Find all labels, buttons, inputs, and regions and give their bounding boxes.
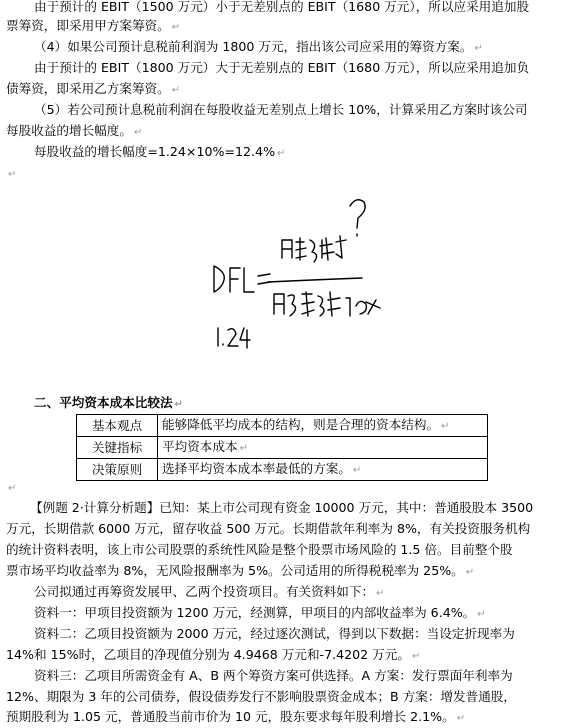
example-line-3: 的统计资料表明，该上市公司股票的系统性风险是整个股票市场风险的 1.5 倍。目前整个股 (6, 542, 513, 557)
table-row (77, 437, 488, 459)
paragraph-mark: ↵ (133, 127, 143, 138)
example-line-7: 资料二：乙项目投资额为 2000 万元，经过逐次测试，得到以下数据：当设定折现率为 (34, 626, 515, 641)
text-line-6: （5）若公司预计息税前利润在每股收益无差别点上增长 10%，计算采用乙方案时该公司 (34, 102, 528, 117)
paragraph-mark: ↵ (174, 399, 183, 410)
text-line-5: 债筹资，即采用乙方案筹资。 ↵ (6, 81, 181, 96)
paragraph-mark: ↵ (171, 85, 181, 96)
cell-mark: ↵ (239, 443, 248, 454)
paragraph-mark: ↵ (465, 567, 475, 578)
comparison-method-table (76, 414, 488, 481)
paragraph-mark: ↵ (411, 651, 421, 662)
table-key-cell: 关键指标 (77, 437, 158, 459)
text-line-4: 由于预计的 EBIT（1800 万元）大于无差别点的 EBIT（1680 万元），所以应采用追加负 (34, 60, 530, 75)
paragraph-mark: ↵ (477, 609, 486, 620)
table-value-cell: 能够降低平均成本的结构，则是合理的资本结构。 ↵ (158, 415, 488, 437)
handwritten-formula-image (200, 188, 400, 358)
table-key-cell: 决策原则 (77, 459, 158, 481)
example-line-11: 预期股利为 1.05 元，普通股当前市价为 10 元，股东要求每年股利增长 2.1%。 ↵ (6, 709, 466, 724)
table-value-cell: 平均资本成本 ↵ (158, 437, 488, 459)
cell-mark: ↵ (441, 421, 450, 432)
paragraph-mark: ↵ (456, 713, 466, 724)
paragraph-mark: ↵ (376, 588, 385, 599)
paragraph-mark: ↵ (171, 22, 181, 33)
example-line-9: 资料三：乙项目所需资金有 A、B 两个筹资方案可供选择。A 方案：发行票面年利率为 (34, 668, 513, 683)
text-line-7: 每股收益的增长幅度。 ↵ (6, 123, 143, 138)
text-line-3: （4）如果公司预计息税前利润为 1800 万元，指出该公司应采用的筹资方案。 ↵ (34, 39, 483, 54)
paragraph-mark: ↵ (277, 148, 286, 159)
table-row (77, 459, 488, 481)
paragraph-mark: ↵ (474, 43, 483, 54)
table-row (77, 415, 488, 437)
empty-paragraph (6, 164, 16, 184)
table-key-cell: 基本观点 (77, 415, 158, 437)
text-line-1: 由于预计的 EBIT（1500 万元）小于无差别点的 EBIT（1680 万元），所以应采用追加股 (34, 0, 530, 14)
text-line-8: 每股收益的增长幅度=1.24×10%=12.4% ↵ (34, 144, 286, 159)
empty-paragraph (6, 478, 16, 498)
example-line-10: 12%、期限为 3 年的公司债券，假设债券发行不影响股票资金成本；B 方案：增发普通股， (6, 689, 517, 704)
example-line-5: 公司拟通过再筹资发展甲、乙两个投资项目。有关资料如下： ↵ (34, 584, 385, 599)
example-line-8: 14%和 15%时，乙项目的净现值分别为 4.9468 万元和-7.4202 万元。 ↵ (6, 647, 421, 662)
text-line-2: 票筹资，即采用甲方案筹资。 ↵ (6, 18, 181, 33)
example-line-2: 万元，长期借款 6000 万元，留存收益 500 万元。长期借款年利率为 8%，有关投资服务机构 (6, 521, 531, 536)
example-line-4: 票市场平均收益率为 8%，无风险报酬率为 5%。公司适用的所得税税率为 25%。 ↵ (6, 563, 475, 578)
table-value-cell: 选择平均资本成本率最低的方案。 ↵ (158, 459, 488, 481)
example-line-6: 资料一：甲项目投资额为 1200 万元，经测算，甲项目的内部收益率为 6.4%。 ↵ (34, 605, 486, 620)
paragraph-mark: ↵ (8, 169, 17, 180)
example-line-1: 【例题 2·计算分析题】已知：某上市公司现有资金 10000 万元，其中：普通股股本 3500 (30, 500, 534, 515)
cell-mark: ↵ (352, 465, 362, 476)
paragraph-mark: ↵ (8, 483, 17, 494)
section-title: 二、平均资本成本比较法 ↵ (34, 395, 183, 410)
